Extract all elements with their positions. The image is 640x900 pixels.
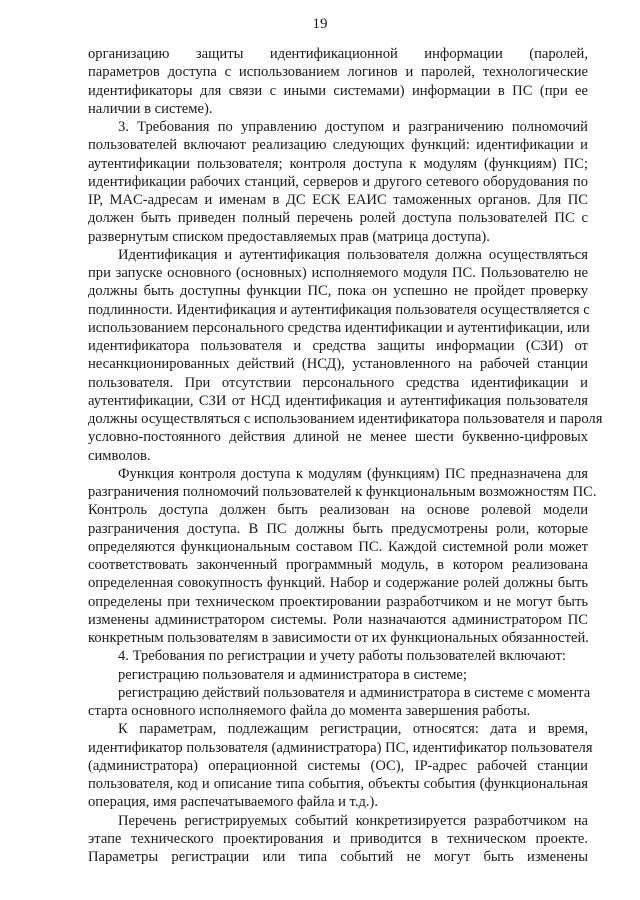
text-line: должны быть доступны функции ПС, пока он успешно не пройдет проверку (88, 283, 588, 300)
text-line: несанкционированных действий (НСД), установленного на рабочей станции (88, 356, 588, 373)
document-body (88, 45, 603, 866)
text-line: при запуске основного (основных) исполняемого модуля ПС. Пользователю не (88, 265, 588, 281)
text-line: Идентификация и аутентификация пользователя должна осуществляться (118, 246, 588, 263)
paragraph (88, 666, 588, 684)
text-line: наличии в системе). (88, 100, 213, 117)
text-line: параметров доступа с использованием логинов и паролей, технологические (88, 64, 588, 81)
text-line: конкретным пользователям в зависимости от их функциональных обязанностей. (88, 630, 589, 646)
text-line: аутентификации, СЗИ от НСД идентификация и аутентификация пользователя (88, 392, 588, 409)
text-line: соответствовать законченный программный модуль, в котором реализована (88, 557, 588, 573)
text-line: идентификатора пользователя и средства защиты информации (СЗИ) от (88, 338, 588, 354)
text-line: 3. Требования по управлению доступом и разграничению полномочий (118, 119, 588, 135)
text-line: определены при техническом проектировании разработчиком и не могут быть (88, 593, 588, 610)
text-line: регистрацию пользователя и администратора в системе; (118, 666, 467, 683)
text-line: IP, MAC-адресам и именам в ДС ЕСК ЕАИС таможенных органов. Для ПС (88, 192, 588, 208)
text-line: старта основного исполняемого файла до момента завершения работы. (88, 703, 531, 719)
text-line: операция, имя распечатываемого файла и т.д.). (88, 794, 379, 811)
text-line: изменены администратором системы. Роли назначаются администратором ПС (88, 611, 588, 628)
paragraph (88, 812, 588, 867)
text-line: регистрацию действий пользователя и администратора в системе с момента (118, 684, 591, 701)
paragraph (88, 720, 593, 811)
page-number: 19 (312, 16, 328, 32)
text-line: должны осуществляться с использованием идентификатора пользователя и пароля (88, 411, 603, 427)
text-line: пользователей включают реализацию следующих функций: идентификации и (88, 137, 588, 154)
text-line: идентификаторы для связи с иными системами) информации в ПС (при ее (88, 82, 588, 99)
text-line: определенная совокупность функций. Набор и содержание ролей должны быть (88, 575, 588, 592)
paragraph (88, 246, 603, 465)
text-line: организацию защиты идентификационной информации (паролей, (88, 46, 588, 62)
text-line: условно-постоянного действия длиной не менее шести буквенно-цифровых (88, 429, 588, 446)
text-line: использованием персонального средства идентификации и аутентификации, или (88, 319, 590, 336)
text-line: К параметрам, подлежащим регистрации, относятся: дата и время, (118, 721, 588, 738)
paragraph (88, 118, 588, 246)
text-line: (администратора) операционной системы (ОС), IP-адрес рабочей станции (88, 757, 588, 774)
text-line: пользователя. При отсутствии персонального средства идентификации и (88, 374, 588, 391)
text-line: этапе технического проектирования и приводится в техническом проекте. (88, 830, 588, 847)
paragraph (88, 45, 588, 118)
text-line: аутентификации пользователя; контроля доступа к модулям (функциям) ПС; (88, 155, 588, 172)
paragraph (88, 684, 591, 721)
text-line: Функция контроля доступа к модулям (функциям) ПС предназначена для (118, 465, 588, 482)
text-line: Перечень регистрируемых событий конкретизируется разработчиком на (118, 812, 588, 829)
text-line: пользователя, код и описание типа события, объекты события (функциональная (88, 776, 588, 792)
paragraph (88, 647, 588, 665)
text-line: символов. (88, 447, 151, 464)
paragraph (88, 465, 597, 648)
text-line: развернутым списком предоставляемых прав (матрица доступа). (88, 228, 490, 245)
text-line: Параметры регистрации или типа событий не могут быть изменены (88, 849, 588, 865)
text-line: разграничения доступа. В ПС должны быть предусмотрены роли, которые (88, 520, 588, 537)
text-line: должен быть приведен полный перечень ролей доступа пользователей ПС с (88, 210, 588, 227)
text-line: подлинности. Идентификация и аутентификация пользователя осуществляется с (88, 301, 590, 318)
text-line: 4. Требования по регистрации и учету работы пользователей включают: (118, 648, 566, 665)
text-line: идентификатор пользователя (администратора) ПС, идентификатор пользователя (88, 739, 593, 756)
text-line: разграничения полномочий пользователей к функциональным возможностям ПС. (88, 484, 597, 500)
text-line: Контроль доступа должен быть реализован на основе ролевой модели (88, 502, 588, 519)
text-line: определяются функциональным составом ПС. Каждой системной роли может (88, 538, 588, 555)
text-line: идентификации рабочих станций, серверов и другого сетевого оборудования по (88, 173, 588, 190)
